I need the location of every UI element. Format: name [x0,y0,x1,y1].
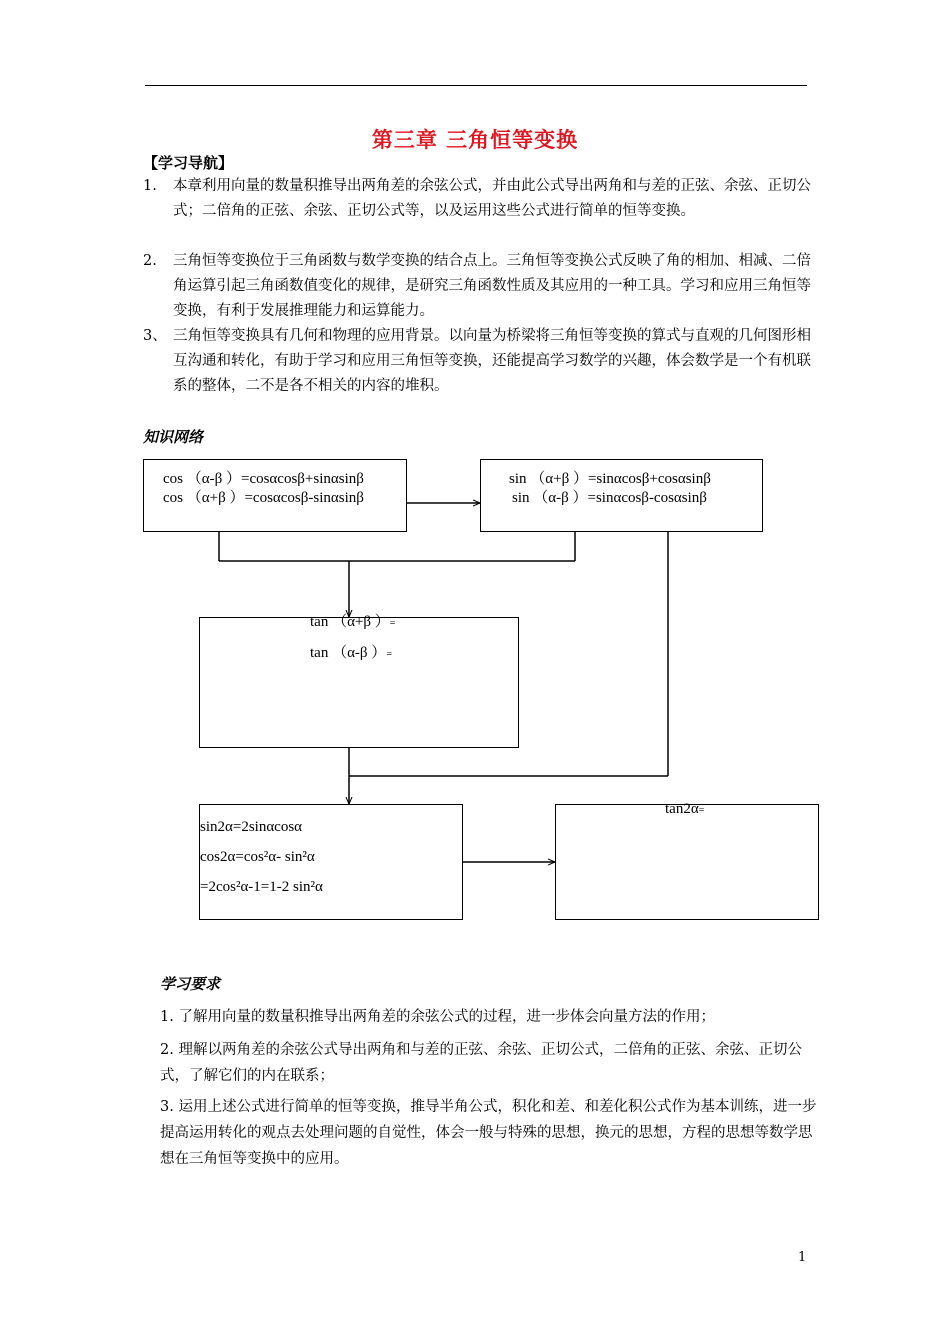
chapter-title: 第三章 三角恒等变换 [371,127,579,152]
sin2a-formula: sin2α=2sinαcosα [200,819,303,835]
guide-item-number: 3、 [143,328,167,344]
guide-item-number: 1. [143,178,157,194]
cos-sum-formula: cos （α+β ）=cosαcosβ-sinαsinβ [163,490,364,506]
tan2a-formula [665,800,704,820]
sin-diff-formula: sin （α-β ）=sinαcosβ-cosαsinβ [512,490,707,506]
tan-diff-label: tan （α-β ） [310,645,387,661]
double-angle-box [199,804,463,920]
requirement-item: 2. 理解以两角差的余弦公式导出两角和与差的正弦、余弦、正切公式，二倍角的正弦、余弦、正切公式，了解它们的内在联系； [160,1042,802,1084]
tan2a-equals: = [698,805,705,816]
tan2a-label: tan2α [665,801,699,817]
cos-formula-box [143,459,407,532]
tan-sum-label: tan （α+β ） [310,614,390,630]
requirement-item: 1. 了解用向量的数量积推导出两角差的余弦公式的过程，进一步体会向量方法的作用； [160,1009,715,1025]
tan-diff-equals: = [386,649,392,660]
cos2a-alt-formula: =2cos²α-1=1-2 sin²α [200,879,323,895]
requirements-heading: 学习要求 [160,975,221,993]
guide-item-text: 三角恒等变换具有几何和物理的应用背景。以向量为桥梁将三角恒等变换的算式与直观的几何图形相互沟通和转化，有助于学习和应用三角恒等变换，还能提高学习数学的兴趣，体会数学是一个有机联系的整体，二不是各不相关的内容的堆积。 [173,328,811,394]
sin-formula-box [480,459,763,532]
sin-sum-formula: sin （α+β ）=sinαcosβ+cosαsinβ [509,471,711,487]
tan-formula-box [199,614,519,748]
requirement-item: 3. 运用上述公式进行简单的恒等变换，推导半角公式，积化和差、和差化积公式作为基本训练，进一步提高运用转化的观点去处理问题的自觉性，体会一般与特殊的思想，换元的思想，方程的思想等数学思想在三角恒等变换中的应用。 [160,1099,817,1167]
tan2a-box [555,801,819,920]
guide-item-number: 2. [143,253,157,269]
tan-sum-equals: = [389,618,396,629]
cos-diff-formula: cos （α-β ）=cosαcosβ+sinαsinβ [163,471,364,487]
guide-item-text: 三角恒等变换位于三角函数与数学变换的结合点上。三角恒等变换公式反映了角的相加、相减、二倍角运算引起三角函数值变化的规律，是研究三角函数性质及其应用的一种工具。学习和应用三角恒等变换，有利于发展推理能力和运算能力。 [173,253,811,319]
study-guide-heading: 【学习导航】 [143,154,234,172]
page-number: 1 [798,1250,807,1265]
tan-diff-formula [310,644,392,664]
guide-item-text: 本章利用向量的数量积推导出两角差的余弦公式，并由此公式导出两角和与差的正弦、余弦、正切公式；二倍角的正弦、余弦、正切公式等，以及运用这些公式进行简单的恒等变换。 [173,178,811,219]
knowledge-network-heading: 知识网络 [143,428,204,446]
tan-sum-formula [310,613,395,633]
cos2a-formula: cos2α=cos²α- sin²α [200,849,315,865]
